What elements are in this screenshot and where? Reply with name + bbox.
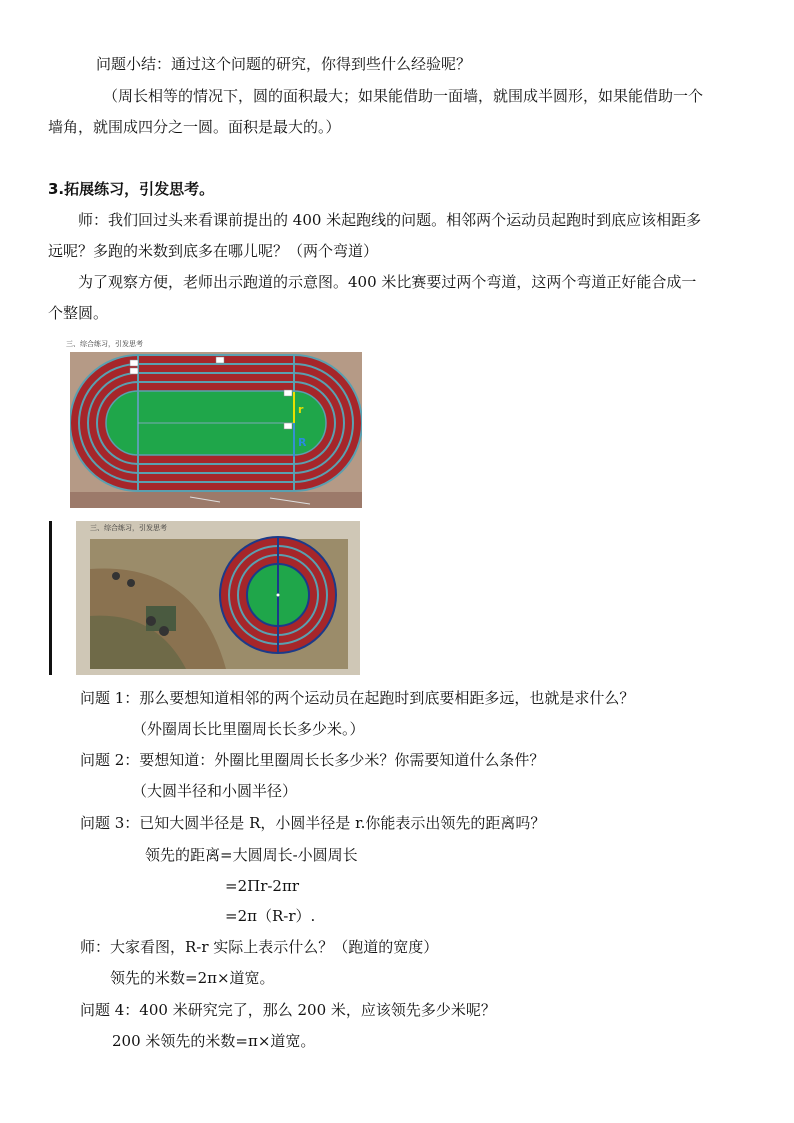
section-heading: 3.拓展练习，引发思考。 <box>48 180 215 198</box>
summary-answer-line2: 墙角，就围成四分之一圆。面积是最大的。） <box>48 118 341 136</box>
question-3: 问题 3：已知大圆半径是 R，小圆半径是 r.你能表示出领先的距离吗？ <box>80 814 546 832</box>
paragraph-2-line2: 个整圆。 <box>48 304 109 322</box>
question-1: 问题 1：那么要想知道相邻的两个运动员在起跑时到底要相距多远，也就是求什么？ <box>80 689 635 707</box>
figure-2-sidebar <box>49 521 52 675</box>
circular-track-figure <box>76 521 360 675</box>
formula-line1: 领先的距离=大圆周长-小圆周长 <box>145 846 358 864</box>
oval-track-figure <box>70 352 362 508</box>
radius-r-label: r <box>298 403 304 416</box>
paragraph-1-line1: 师：我们回过头来看课前提出的 400 米起跑线的问题。相邻两个运动员起跑时到底应该相距多 <box>78 211 702 229</box>
summary-question: 问题小结：通过这个问题的研究，你得到些什么经验呢？ <box>96 55 472 73</box>
paragraph-2-line1: 为了观察方便，老师出示跑道的示意图。400 米比赛要过两个弯道，这两个弯道正好能合成一 <box>78 273 697 291</box>
question-2: 问题 2：要想知道：外圈比里圈周长长多少米？你需要知道什么条件？ <box>80 751 545 769</box>
answer-1: （外圈周长比里圈周长长多少米。） <box>132 720 365 738</box>
question-4: 问题 4：400 米研究完了，那么 200 米，应该领先多少米呢？ <box>80 1001 496 1019</box>
lead-formula-200: 200 米领先的米数=π×道宽。 <box>112 1032 316 1050</box>
formula-line2: =2Πr-2πr <box>225 877 300 895</box>
formula-line3: =2π（R-r）. <box>225 907 316 925</box>
radius-R-label: R <box>298 436 307 449</box>
figure-1-caption: 三、综合练习，引发思考 <box>66 340 143 348</box>
paragraph-1-line2: 远呢？多跑的米数到底多在哪儿呢？（两个弯道） <box>48 242 379 260</box>
summary-answer-line1: （周长相等的情况下，圆的面积最大；如果能借助一面墙，就围成半圆形，如果能借助一个 <box>103 87 704 105</box>
teacher-question: 师：大家看图，R-r 实际上表示什么？（跑道的宽度） <box>80 938 439 956</box>
answer-2: （大圆半径和小圆半径） <box>132 782 298 800</box>
lead-formula-400: 领先的米数=2π×道宽。 <box>110 969 275 987</box>
figure-2-caption: 三、综合练习，引发思考 <box>90 524 167 532</box>
